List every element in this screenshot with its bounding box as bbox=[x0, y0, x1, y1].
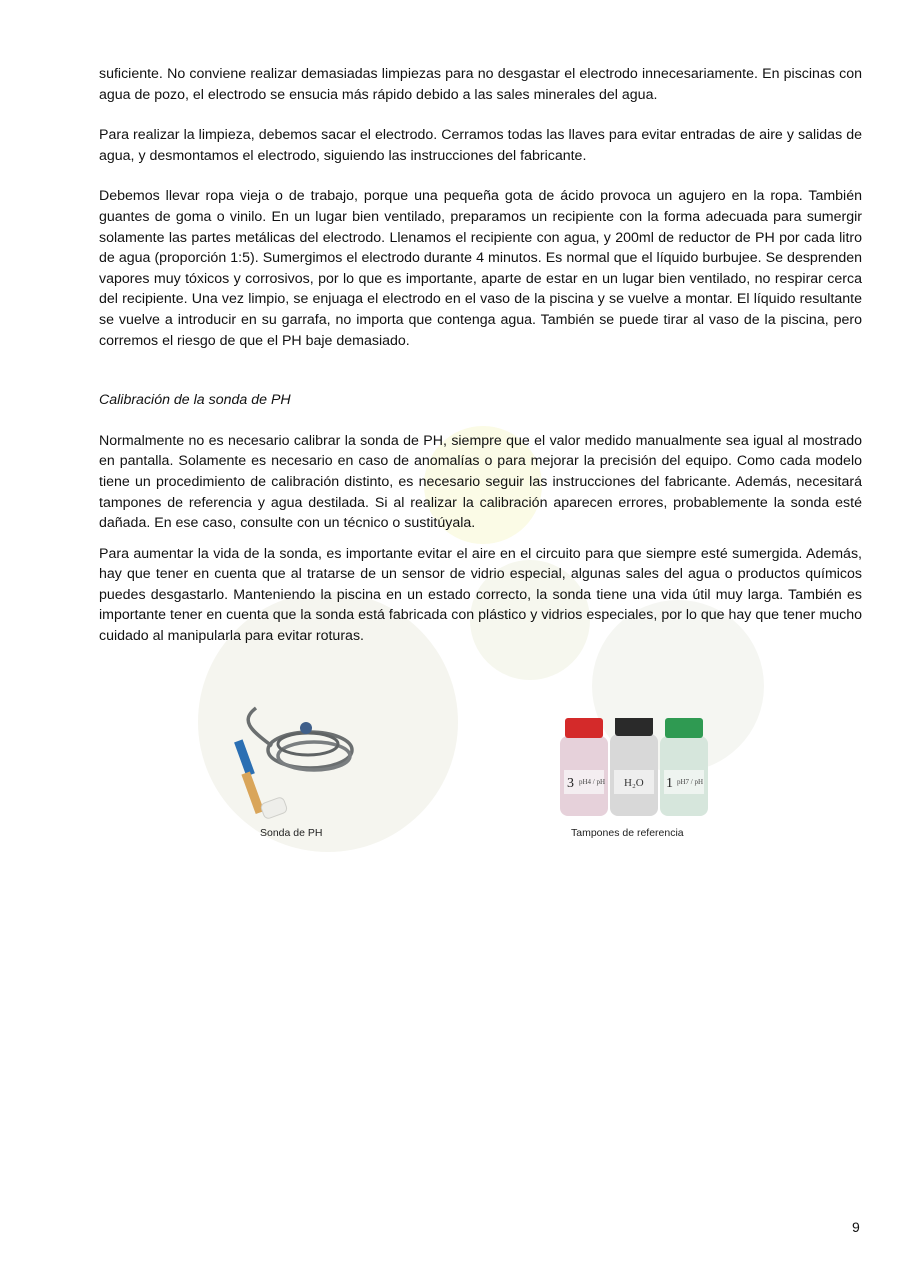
figure-caption-ph-probe: Sonda de PH bbox=[260, 827, 323, 839]
paragraph: Para realizar la limpieza, debemos sacar el electrodo. Cerramos todas las llaves para evitar entradas de aire y salidas de agua, y desmontamos el electrodo, siguiendo las instrucciones del fabricante. bbox=[99, 127, 862, 164]
bottle-number-1: 1 bbox=[666, 776, 673, 791]
document-body bbox=[99, 64, 862, 647]
paragraph: suficiente. No conviene realizar demasiadas limpiezas para no desgastar el electrodo innecesariamente. En piscinas con agua de pozo, el electrodo se ensucia más rápido debido a las sales minerales del agua. bbox=[99, 66, 862, 103]
ph-probe-image bbox=[210, 700, 380, 825]
bottle-label-h2o: H₂O bbox=[624, 777, 644, 789]
section-heading: Calibración de la sonda de PH bbox=[99, 392, 291, 409]
reference-buffers-image bbox=[548, 718, 718, 823]
paragraph: Para aumentar la vida de la sonda, es importante evitar el aire en el circuito para que siempre esté sumergida. Además, hay que tener en cuenta que al tratarse de un sensor de vidrio especial, algunas sales del agua o productos químicos puedes desgastarlo. Manteniendo la piscina en un estado correcto, la sonda tiene una vida útil muy larga. También es importante tener en cuenta que la sonda está fabricada con plástico y vidrios especiales, por lo que hay que tener mucho cuidado al manipularla para evitar roturas. bbox=[99, 545, 862, 645]
figure-caption-buffers: Tampones de referencia bbox=[571, 827, 684, 839]
bottle-label: pH4 / pH bbox=[579, 778, 606, 786]
page-number: 9 bbox=[852, 1219, 860, 1235]
bottle-label: pH7 / pH bbox=[677, 778, 704, 786]
paragraph: Debemos llevar ropa vieja o de trabajo, porque una pequeña gota de ácido provoca un agujero en la ropa. También guantes de goma o vinilo. En un lugar bien ventilado, preparamos un recipiente con la forma adecuada para sumergir solamente las partes metálicas del electrodo. Llenamos el recipiente con agua, y 200ml de reductor de PH por cada litro de agua (proporción 1:5). Sumergimos el electrodo durante 4 minutos. Es normal que el líquido burbujee. Se desprenden vapores muy tóxicos y corrosivos, por lo que es importante, aparte de estar en un lugar bien ventilado, no respirar cerca del recipiente. Una vez limpio, se enjuaga el electrodo en el vaso de la piscina y se vuelve a montar. El líquido resultante se vuelve a introducir en su garrafa, no importa que contenga agua. También se puede tirar al vaso de la piscina, pero corremos el riesgo de que el PH baje demasiado. bbox=[99, 188, 862, 349]
paragraph: Normalmente no es necesario calibrar la sonda de PH, siempre que el valor medido manualmente sea igual al mostrado en pantalla. Solamente es necesario en caso de anomalías o para mejorar la precisión del equipo. Como cada modelo tiene un procedimiento de calibración distinto, es necesario seguir las instrucciones del fabricante. Además, necesitará tampones de referencia y agua destilada. Si al realizar la calibración aparecen errores, probablemente la sonda esté dañada. En ese caso, consulte con un técnico o sustitúyala. bbox=[99, 432, 862, 532]
bottle-number-3: 3 bbox=[567, 776, 574, 791]
